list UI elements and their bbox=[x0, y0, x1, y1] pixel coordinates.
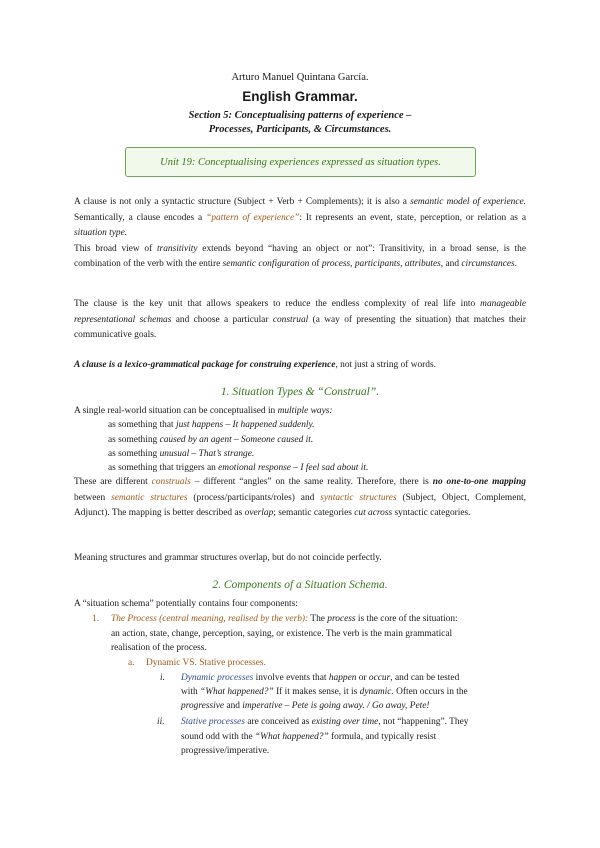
list-number: 1. bbox=[92, 614, 100, 624]
component-1-line-3: realisation of the process. bbox=[111, 643, 207, 653]
subtitle-line-2: Processes, Participants, & Circumstances. bbox=[208, 124, 392, 135]
roman-numeral: ii. bbox=[157, 717, 165, 727]
dynamic-line-1: Dynamic processes involve events that happen or occur, and can be tested bbox=[181, 673, 460, 683]
list-item: as something that just happens – It happened suddenly. bbox=[108, 420, 315, 430]
document-title: English Grammar. bbox=[242, 89, 358, 104]
component-1-line-1: The Process (central meaning, realised by the verb): The process is the core of the situation: bbox=[111, 614, 458, 624]
unit-banner bbox=[125, 147, 476, 177]
list-item: as something that triggers an emotional response – I feel sad about it. bbox=[108, 463, 369, 473]
section-2-lead: A “situation schema” potentially contains four components: bbox=[74, 599, 298, 609]
list-item: as something caused by an agent – Someone caused it. bbox=[108, 435, 314, 445]
subtitle-line-1: Section 5: Conceptualising patterns of experience – bbox=[188, 110, 412, 121]
dynamic-line-3: progressive and imperative – Pete is going away. / Go away, Pete! bbox=[181, 701, 430, 711]
section-1-paragraph: These are different construals – different “angles” on the same reality. Therefore, there is no one-to-one mapping between semantic structures (process/participants/roles) and syntactic structures (Subject, Object, Complement, Adjunct). The mapping is better described as overlap; semantic categories cut across syntactic categories. bbox=[74, 477, 526, 519]
stative-line-3: progressive/imperative. bbox=[181, 746, 270, 756]
component-1-line-2: an action, state, change, perception, saying, or existence. The verb is the main grammatical bbox=[111, 629, 453, 639]
section-1-heading: 1. Situation Types & “Construal”. bbox=[220, 386, 380, 398]
stative-line-2: sound odd with the “What happened?” formula, and typically resist bbox=[181, 732, 437, 742]
section-subtitle bbox=[0, 109, 600, 137]
section-1-lead: A single real-world situation can be conceptualised in multiple ways: bbox=[74, 406, 333, 416]
subheading-dynamic-stative: Dynamic VS. Stative processes. bbox=[146, 658, 266, 668]
author-line: Arturo Manuel Quintana García. bbox=[231, 72, 369, 83]
intro-paragraph-3: The clause is the key unit that allows speakers to reduce the endless complexity of real life into manageable representational schemas and choose a particular construal (a way of presenting the situation) that matches their communicative goals. bbox=[74, 299, 527, 341]
list-item: as something unusual – That’s strange. bbox=[108, 449, 255, 459]
roman-numeral: i. bbox=[160, 673, 165, 683]
intro-paragraph-4: A clause is a lexico-grammatical package for construing experience, not just a string of words. bbox=[74, 360, 436, 370]
intro-paragraph-1: A clause is not only a syntactic structure (Subject + Verb + Complements); it is also a semantic model of experience. Semantically, a clause encodes a “pattern of experience”: It represents an event, state, perception, or relation as a situation type. This broad view of transitivity extends beyond “having an object or not”: Transitivity, in a broad sense, is the combination of the verb with the entire semantic configuration of process, participants, attributes, and circumstances. bbox=[74, 197, 527, 270]
sublist-letter: a. bbox=[128, 658, 135, 668]
section-2-heading: 2. Components of a Situation Schema. bbox=[212, 579, 388, 591]
section-1-summary: Meaning structures and grammar structures overlap, but do not coincide perfectly. bbox=[74, 553, 382, 563]
dynamic-line-2: with “What happened?” If it makes sense, it is dynamic. Often occurs in the bbox=[181, 687, 468, 697]
unit-label: Unit 19: Conceptualising experiences expressed as situation types. bbox=[160, 156, 441, 168]
stative-line-1: Stative processes are conceived as existing over time, not “happening”. They bbox=[181, 717, 469, 727]
